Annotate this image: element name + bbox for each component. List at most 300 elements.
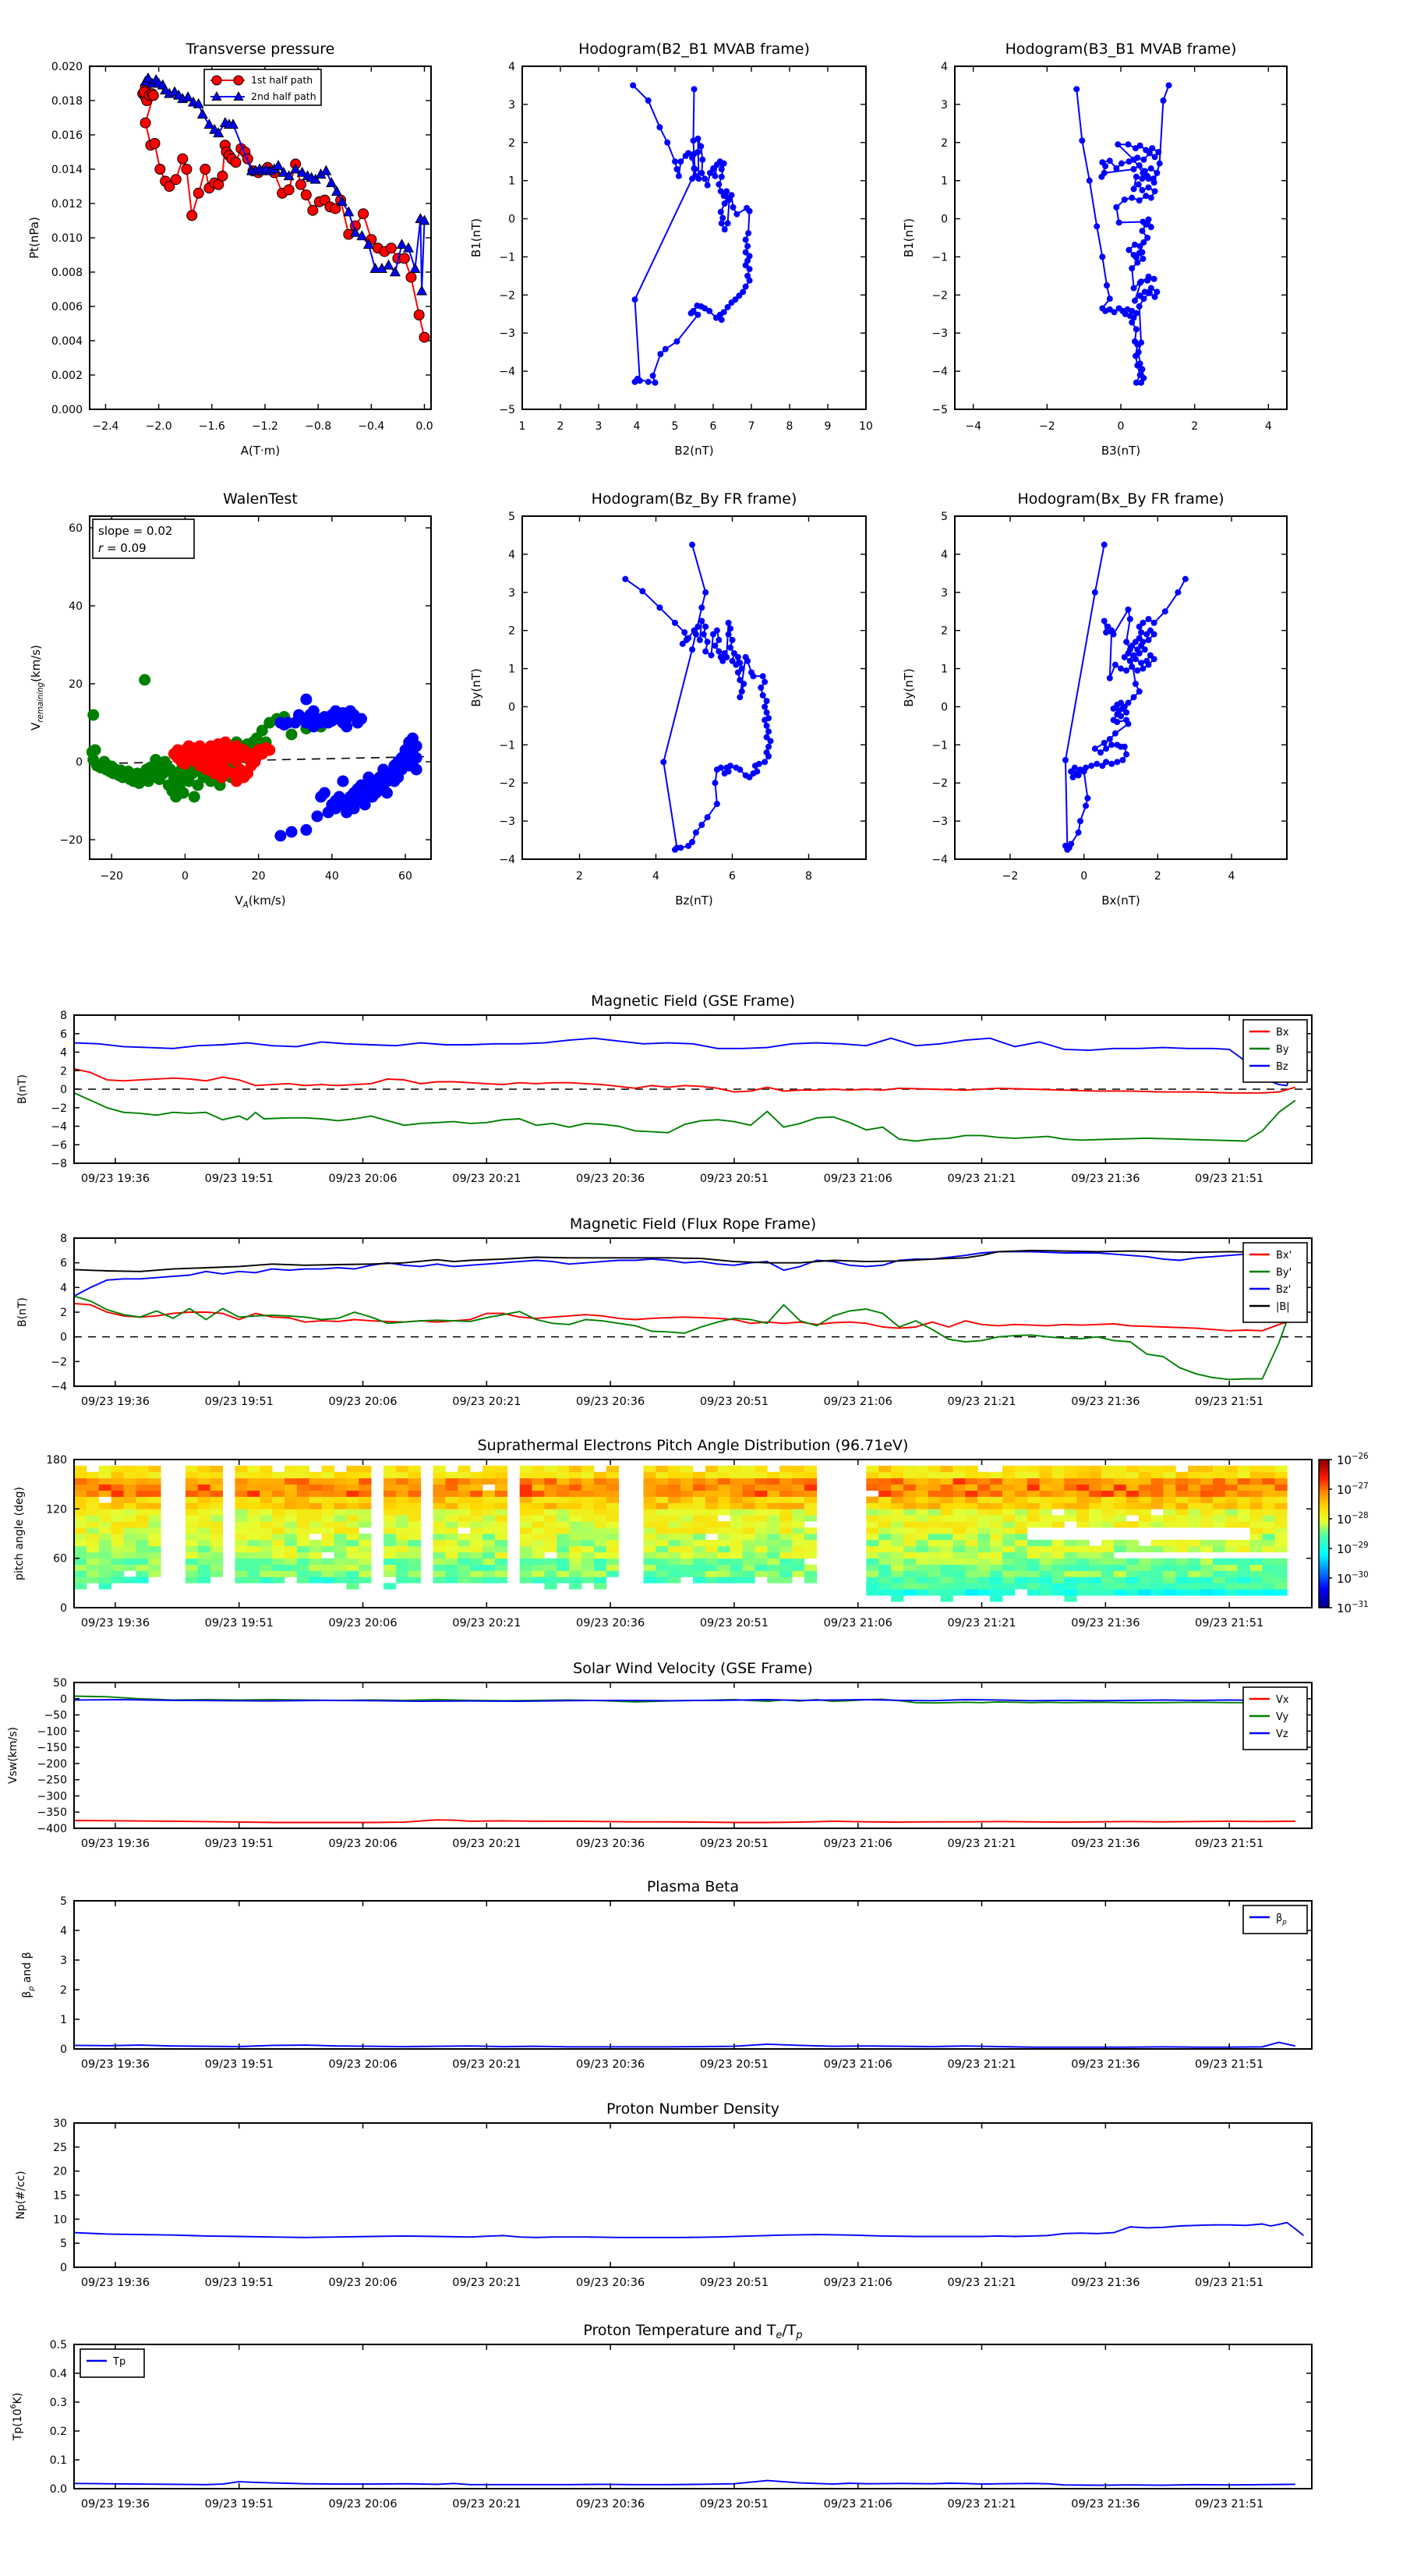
heatmap-cell [668,1552,680,1559]
heatmap-cell [1225,1576,1238,1583]
marker-dot [1112,731,1119,737]
heatmap-cell [866,1552,878,1559]
heatmap-cell [1002,1466,1015,1472]
heatmap-cell [124,1509,136,1515]
y-tick-label: 0 [508,213,515,226]
heatmap-cell [730,1540,743,1546]
y-tick-label: 0.014 [51,164,83,176]
heatmap-cell [1200,1478,1213,1484]
heatmap-cell [458,1491,470,1497]
vsw-series-Vy [74,1697,1295,1704]
heatmap-cell [322,1540,334,1546]
heatmap-cell [210,1540,223,1546]
marker-dot [760,673,766,679]
marker-dot [725,220,731,226]
heatmap-cell [878,1521,891,1527]
heatmap-cell [186,1565,198,1571]
heatmap-cell [767,1478,779,1484]
heatmap-cell [284,1546,297,1552]
heatmap-cell [1175,1576,1188,1583]
heatmap-cell [730,1466,743,1472]
b_fr-series-Bx' [74,1304,1295,1331]
heatmap-cell [866,1527,878,1534]
heatmap-cell [965,1502,977,1509]
heatmap-cell [87,1527,99,1534]
heatmap-cell [1126,1491,1139,1497]
heatmap-cell [111,1509,124,1515]
marker-dot [699,157,705,163]
marker-dot [1099,159,1105,165]
heatmap-cell [656,1540,668,1546]
heatmap-cell [1200,1559,1213,1565]
heatmap-cell [743,1478,755,1484]
colorbar-tick-label: $10^{-31}$ [1337,1601,1369,1615]
marker-dot [1092,589,1098,596]
heatmap-cell [1213,1583,1225,1589]
heatmap-cell [668,1478,680,1484]
heatmap-cell [668,1484,680,1491]
heatmap-cell [124,1466,136,1472]
y-tick-label: −200 [37,1757,67,1771]
y-tick-label: −50 [44,1709,67,1722]
heatmap-cell [210,1491,223,1497]
marker-dot [1129,320,1135,326]
x-tick-label: 8 [786,420,793,433]
heatmap-cell [284,1559,297,1565]
heatmap-cell [941,1546,953,1552]
heatmap-cell [1040,1559,1052,1565]
heatmap-cell [693,1527,705,1534]
heatmap-cell [730,1515,743,1521]
heatmap-cell [247,1552,260,1559]
scatter-point [189,791,200,803]
tp-legend [80,2349,144,2377]
heatmap-cell [532,1509,545,1515]
heatmap-cell [1015,1472,1027,1478]
heatmap-cell [272,1472,284,1478]
marker-dot [1133,681,1139,687]
heatmap-cell [1250,1472,1263,1478]
heatmap-cell [779,1466,792,1472]
heatmap-cell [755,1552,767,1559]
heatmap-cell [1274,1515,1287,1521]
heatmap-cell [941,1527,953,1534]
heatmap-cell [1052,1552,1065,1559]
heatmap-cell [916,1571,928,1577]
marker-triangle [397,239,406,248]
heatmap-cell [953,1491,966,1497]
heatmap-cell [755,1515,767,1521]
transverse_pressure-legend [204,69,321,105]
heatmap-cell [866,1466,878,1472]
marker-dot [1133,145,1139,151]
heatmap-cell [148,1540,161,1546]
heatmap-cell [247,1478,260,1484]
heatmap-cell [532,1534,545,1540]
x-tick-label: 2 [1154,870,1161,883]
heatmap-cell [941,1478,953,1484]
heatmap-cell [1163,1571,1175,1577]
heatmap-cell [953,1497,966,1503]
heatmap-cell [680,1478,693,1484]
y-tick-label: 3 [941,98,948,111]
heatmap-cell [111,1576,124,1583]
heatmap-cell [1027,1484,1040,1491]
heatmap-cell [383,1509,396,1515]
marker-triangle [344,207,353,216]
heatmap-cell [1213,1515,1225,1521]
x-tick-label: 0 [1080,870,1088,883]
heatmap-cell [581,1534,594,1540]
heatmap-cell [916,1576,928,1583]
heatmap-cell [186,1527,198,1534]
marker-dot [694,303,700,309]
y-tick-label: 0.016 [51,129,83,142]
marker-dot [698,143,704,150]
heatmap-cell [111,1466,124,1472]
x-tick-label: 4 [1264,420,1272,433]
heatmap-cell [569,1534,581,1540]
heatmap-cell [718,1521,730,1527]
heatmap-cell [644,1559,656,1565]
heatmap-cell [1213,1509,1225,1515]
heatmap-cell [260,1565,272,1571]
time-tick-label: 09/23 21:36 [1071,2498,1140,2511]
heatmap-cell [891,1571,903,1577]
heatmap-cell [396,1527,408,1534]
time-tick-label: 09/23 20:21 [452,2277,521,2289]
heatmap-cell [495,1466,507,1472]
legend-label: Tp [113,2356,126,2368]
heatmap-cell [767,1515,779,1521]
heatmap-cell [1040,1583,1052,1589]
y-tick-label: 2 [60,1984,67,1997]
heatmap-cell [1076,1509,1089,1515]
heatmap-cell [953,1466,966,1472]
heatmap-cell [297,1502,309,1509]
heatmap-cell [1052,1466,1065,1472]
heatmap-cell [1163,1521,1175,1527]
panel-np [15,2100,1312,2289]
heatmap-cell [569,1527,581,1534]
heatmap-cell [359,1515,371,1521]
heatmap-cell [1015,1546,1027,1552]
heatmap-cell [903,1552,916,1559]
heatmap-cell [779,1534,792,1540]
marker-dot [1132,298,1138,304]
vsw-legend [1243,1687,1307,1750]
heatmap-cell [297,1527,309,1534]
heatmap-cell [198,1497,210,1503]
heatmap-cell [247,1515,260,1521]
heatmap-cell [606,1491,619,1497]
heatmap-cell [569,1546,581,1552]
marker-dot [1136,688,1143,695]
heatmap-cell [1151,1497,1164,1503]
heatmap-cell [878,1565,891,1571]
colorbar-tick-label: $10^{-30}$ [1337,1571,1369,1586]
heatmap-cell [1263,1527,1275,1534]
heatmap-cell [990,1484,1002,1491]
heatmap-cell [792,1571,804,1577]
heatmap-cell [272,1527,284,1534]
marker-dot [1125,141,1131,147]
heatmap-cell [941,1571,953,1577]
heatmap-cell [346,1527,359,1534]
heatmap-cell [309,1472,322,1478]
heatmap-cell [124,1559,136,1565]
heatmap-cell [1101,1478,1114,1484]
heatmap-cell [668,1540,680,1546]
heatmap-cell [346,1491,359,1497]
heatmap-cell [210,1515,223,1521]
heatmap-cell [235,1559,247,1565]
marker-dot [730,204,736,211]
x-tick-label: 5 [671,420,679,433]
heatmap-cell [383,1534,396,1540]
heatmap-cell [606,1497,619,1503]
heatmap-cell [1139,1509,1151,1515]
heatmap-cell [1274,1484,1287,1491]
heatmap-cell [186,1502,198,1509]
x-tick-label: 2 [557,420,564,433]
heatmap-cell [99,1552,111,1559]
marker-dot [656,124,663,130]
heatmap-cell [445,1576,458,1583]
heatmap-cell [693,1565,705,1571]
heatmap-cell [520,1546,532,1552]
heatmap-cell [408,1521,421,1527]
axes-frame [90,66,431,409]
heatmap-cell [458,1515,470,1521]
heatmap-cell [1089,1515,1101,1521]
heatmap-cell [445,1559,458,1565]
heatmap-cell [396,1571,408,1577]
marker-dot [713,315,719,321]
heatmap-cell [1213,1576,1225,1583]
heatmap-cell [359,1546,371,1552]
heatmap-cell [1089,1509,1101,1515]
marker-dot [689,646,695,653]
heatmap-cell [743,1552,755,1559]
x-tick-label: 0 [181,870,189,883]
legend-label: Bx' [1276,1250,1292,1261]
heatmap-cell [644,1497,656,1503]
marker-dot [691,166,698,172]
beta-series-beta_p [74,2043,1295,2047]
heatmap-cell [941,1509,953,1515]
heatmap-cell [111,1571,124,1577]
time-tick-label: 09/23 20:51 [699,1838,769,1850]
legend-label: 1st half path [251,74,313,86]
heatmap-cell [408,1484,421,1491]
heatmap-cell [953,1546,966,1552]
heatmap-cell [990,1491,1002,1497]
heatmap-cell [1151,1565,1164,1571]
b_gse-series-By [74,1093,1295,1141]
x-tick-label: 4 [633,420,641,433]
heatmap-cell [148,1502,161,1509]
heatmap-cell [1151,1576,1164,1583]
heatmap-cell [520,1565,532,1571]
heatmap-cell [1040,1546,1052,1552]
time-tick-label: 09/23 20:36 [576,2277,645,2289]
walen-title: WalenTest [223,490,298,508]
heatmap-cell [297,1565,309,1571]
marker-dot [1097,749,1104,755]
y-tick-label: 3 [60,1955,67,1967]
time-tick-label: 09/23 20:06 [328,2277,398,2289]
marker-dot [1113,165,1119,172]
heatmap-cell [1027,1589,1040,1595]
heatmap-cell [705,1497,718,1503]
heatmap-cell [322,1521,334,1527]
heatmap-cell [272,1491,284,1497]
marker-dot [639,588,645,594]
heatmap-cell [581,1559,594,1565]
heatmap-cell [941,1534,953,1540]
heatmap-cell [260,1576,272,1583]
heatmap-cell [272,1559,284,1565]
heatmap-cell [977,1552,990,1559]
marker-circle [150,139,160,149]
heatmap-cell [755,1565,767,1571]
heatmap-cell [705,1466,718,1472]
heatmap-cell [916,1546,928,1552]
marker-dot [716,637,722,643]
y-tick-label: −4 [499,854,515,866]
time-tick-label: 09/23 21:06 [823,1617,892,1629]
heatmap-cell [903,1509,916,1515]
heatmap-cell [458,1534,470,1540]
heatmap-cell [977,1491,990,1497]
heatmap-cell [334,1515,347,1521]
heatmap-cell [482,1502,495,1509]
heatmap-cell [928,1571,941,1577]
heatmap-cell [891,1521,903,1527]
heatmap-cell [767,1571,779,1577]
heatmap-cell [334,1534,347,1540]
marker-dot [1108,761,1115,767]
heatmap-cell [693,1515,705,1521]
heatmap-cell [445,1527,458,1534]
heatmap-cell [730,1509,743,1515]
heatmap-cell [916,1565,928,1571]
marker-dot [1149,145,1155,151]
heatmap-cell [532,1484,545,1491]
heatmap-cell [470,1478,482,1484]
marker-dot [1083,803,1089,809]
heatmap-cell [557,1571,569,1577]
heatmap-cell [705,1478,718,1484]
heatmap-cell [1015,1527,1027,1534]
heatmap-cell [1064,1484,1076,1491]
heatmap-cell [544,1509,557,1515]
heatmap-cell [359,1502,371,1509]
marker-circle [187,211,197,221]
heatmap-cell [1076,1484,1089,1491]
heatmap-cell [680,1540,693,1546]
marker-dot [1137,360,1143,366]
marker-dot [652,380,659,386]
heatmap-cell [928,1559,941,1565]
time-tick-label: 09/23 20:06 [328,1396,398,1408]
marker-dot [1129,663,1135,670]
marker-dot [1129,195,1135,201]
marker-dot [681,629,687,635]
heatmap-cell [977,1527,990,1534]
heatmap-cell [977,1515,990,1521]
time-tick-label: 09/23 20:21 [452,1396,521,1408]
heatmap-cell [359,1472,371,1478]
hodogram_b3b1-title: Hodogram(B3_B1 MVAB frame) [1005,41,1237,58]
heatmap-cell [482,1491,495,1497]
heatmap-cell [1002,1559,1015,1565]
heatmap-cell [433,1478,446,1484]
heatmap-cell [247,1472,260,1478]
marker-dot [735,654,741,660]
marker-dot [1107,157,1113,164]
time-tick-label: 09/23 21:36 [1071,1838,1140,1850]
heatmap-cell [644,1521,656,1527]
heatmap-cell [383,1571,396,1577]
marker-dot [733,211,740,218]
heatmap-cell [990,1497,1002,1503]
heatmap-cell [408,1571,421,1577]
heatmap-cell [1002,1546,1015,1552]
heatmap-cell [396,1559,408,1565]
y-tick-label: 0.004 [51,335,83,348]
heatmap-cell [334,1552,347,1559]
heatmap-cell [482,1521,495,1527]
heatmap-cell [1052,1502,1065,1509]
heatmap-cell [928,1466,941,1472]
heatmap-cell [1163,1540,1175,1546]
y-tick-label: 0.008 [51,267,83,279]
heatmap-cell [359,1478,371,1484]
heatmap-cell [334,1491,347,1497]
y-tick-label: 2 [60,1307,67,1319]
heatmap-cell [1101,1515,1114,1521]
marker-dot [1140,170,1146,176]
heatmap-cell [1027,1466,1040,1472]
heatmap-cell [916,1478,928,1484]
heatmap-cell [148,1527,161,1534]
heatmap-cell [235,1546,247,1552]
heatmap-cell [743,1491,755,1497]
marker-dot [1115,141,1121,147]
marker-dot [1140,157,1147,163]
heatmap-cell [532,1497,545,1503]
time-tick-label: 09/23 21:06 [823,1396,892,1408]
marker-circle [295,179,306,189]
heatmap-cell [322,1466,334,1472]
heatmap-cell [680,1571,693,1577]
heatmap-cell [247,1559,260,1565]
heatmap-cell [891,1595,903,1601]
heatmap-cell [792,1515,804,1521]
heatmap-cell [1015,1484,1027,1491]
heatmap-cell [544,1527,557,1534]
heatmap-cell [186,1478,198,1484]
heatmap-cell [792,1521,804,1527]
heatmap-cell [730,1472,743,1478]
heatmap-cell [334,1502,347,1509]
heatmap-cell [1114,1559,1126,1565]
heatmap-cell [495,1484,507,1491]
marker-dot [1099,253,1105,260]
time-tick-label: 09/23 21:21 [947,2058,1016,2071]
